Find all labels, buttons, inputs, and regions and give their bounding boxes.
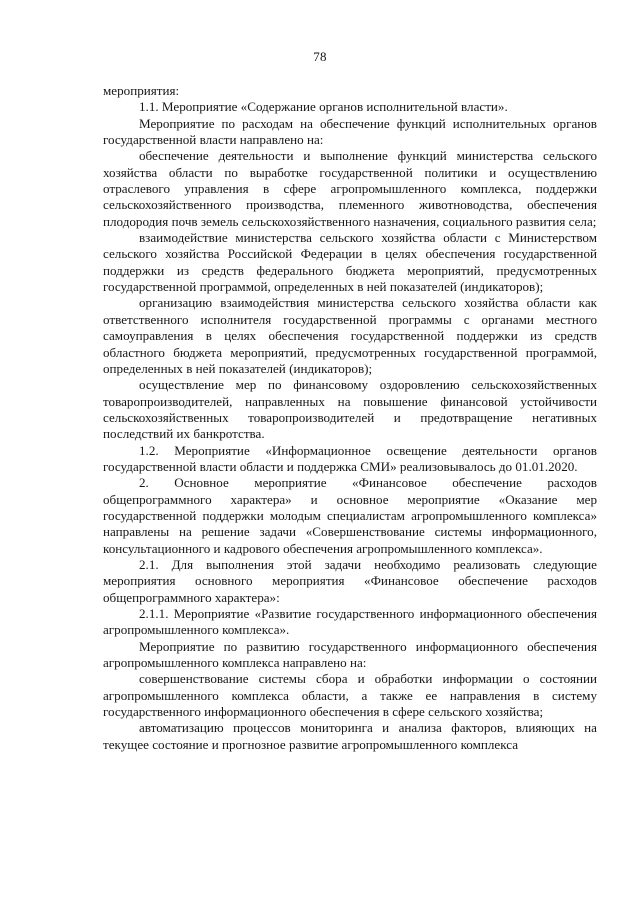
paragraph-1-1-item-4: осуществление мер по финансовому оздоровлению сельскохозяйственных товаропроизводителей, направленных на повышение финансовой устойчивости сельскохозяйственных товаропроизводителей и предотвращение негативных последствий их банкротства. xyxy=(103,377,597,442)
paragraph-1-1-item-2: взаимодействие министерства сельского хозяйства области с Министерством сельского хозяйства Российской Федерации в целях обеспечения государственной поддержки из средств федерального бюджета мероприятий, предусмотренных государственной программой, определенных в ней показателей (индикаторов); xyxy=(103,230,597,295)
document-body xyxy=(103,83,597,753)
paragraph-2-1-1-purpose: Мероприятие по развитию государственного информационного обеспечения агропромышленного комплекса направлено на: xyxy=(103,638,597,671)
paragraph-1-2: 1.2. Мероприятие «Информационное освещение деятельности органов государственной власти области и поддержка СМИ» реализовывалось до 01.01.2020. xyxy=(103,442,597,474)
paragraph-2-1-1: 2.1.1. Мероприятие «Развитие государственного информационного обеспечения агропромышленного комплекса». xyxy=(103,606,597,638)
paragraph-2-1-1-item-2: автоматизацию процессов мониторинга и анализа факторов, влияющих на текущее состояние и прогнозное развитие агропромышленного комплекса xyxy=(103,720,597,752)
paragraph-2-1: 2.1. Для выполнения этой задачи необходимо реализовать следующие мероприятия основного мероприятия «Финансовое обеспечение расходов общепрограммного характера»: xyxy=(103,556,597,605)
page-number: 78 xyxy=(313,49,327,64)
paragraph-1-1-purpose: Мероприятие по расходам на обеспечение функций исполнительных органов государственной власти направлено на: xyxy=(103,115,597,148)
paragraph-1-1-heading: 1.1. Мероприятие «Содержание органов исполнительной власти». xyxy=(139,99,508,115)
paragraph-2: 2. Основное мероприятие «Финансовое обеспечение расходов общепрограммного характера» и основное мероприятие «Оказание мер государственной поддержки молодым специалистам агропромышленного комплекса» направлены на решение задачи «Совершенствование системы информационного, консультационного и кадрового обеспечения агропромышленного комплекса». xyxy=(103,475,597,556)
paragraph-1-1-item-3: организацию взаимодействия министерства сельского хозяйства области как ответственного исполнителя государственной программы с органами местного самоуправления в целях обеспечения государственной поддержки из средств областного бюджета мероприятий, предусмотренных государственной программой, определенных в ней показателей (индикаторов); xyxy=(103,295,597,376)
paragraph-1-1-item-1: обеспечение деятельности и выполнение функций министерства сельского хозяйства области по выработке государственной политики и осуществлению отраслевого управления в сфере агропромышленного комплекса, поддержки сельскохозяйственного производства, племенного животноводства, обеспечения плодородия почв земель сельскохозяйственного назначения, социального развития села; xyxy=(103,148,597,229)
paragraph-intro: мероприятия: xyxy=(103,83,180,98)
paragraph-2-1-1-item-1: совершенствование системы сбора и обработки информации о состоянии агропромышленного комплекса области, а также ее направления в систему государственного информационного обеспечения в сфере сельского хозяйства; xyxy=(103,671,597,720)
